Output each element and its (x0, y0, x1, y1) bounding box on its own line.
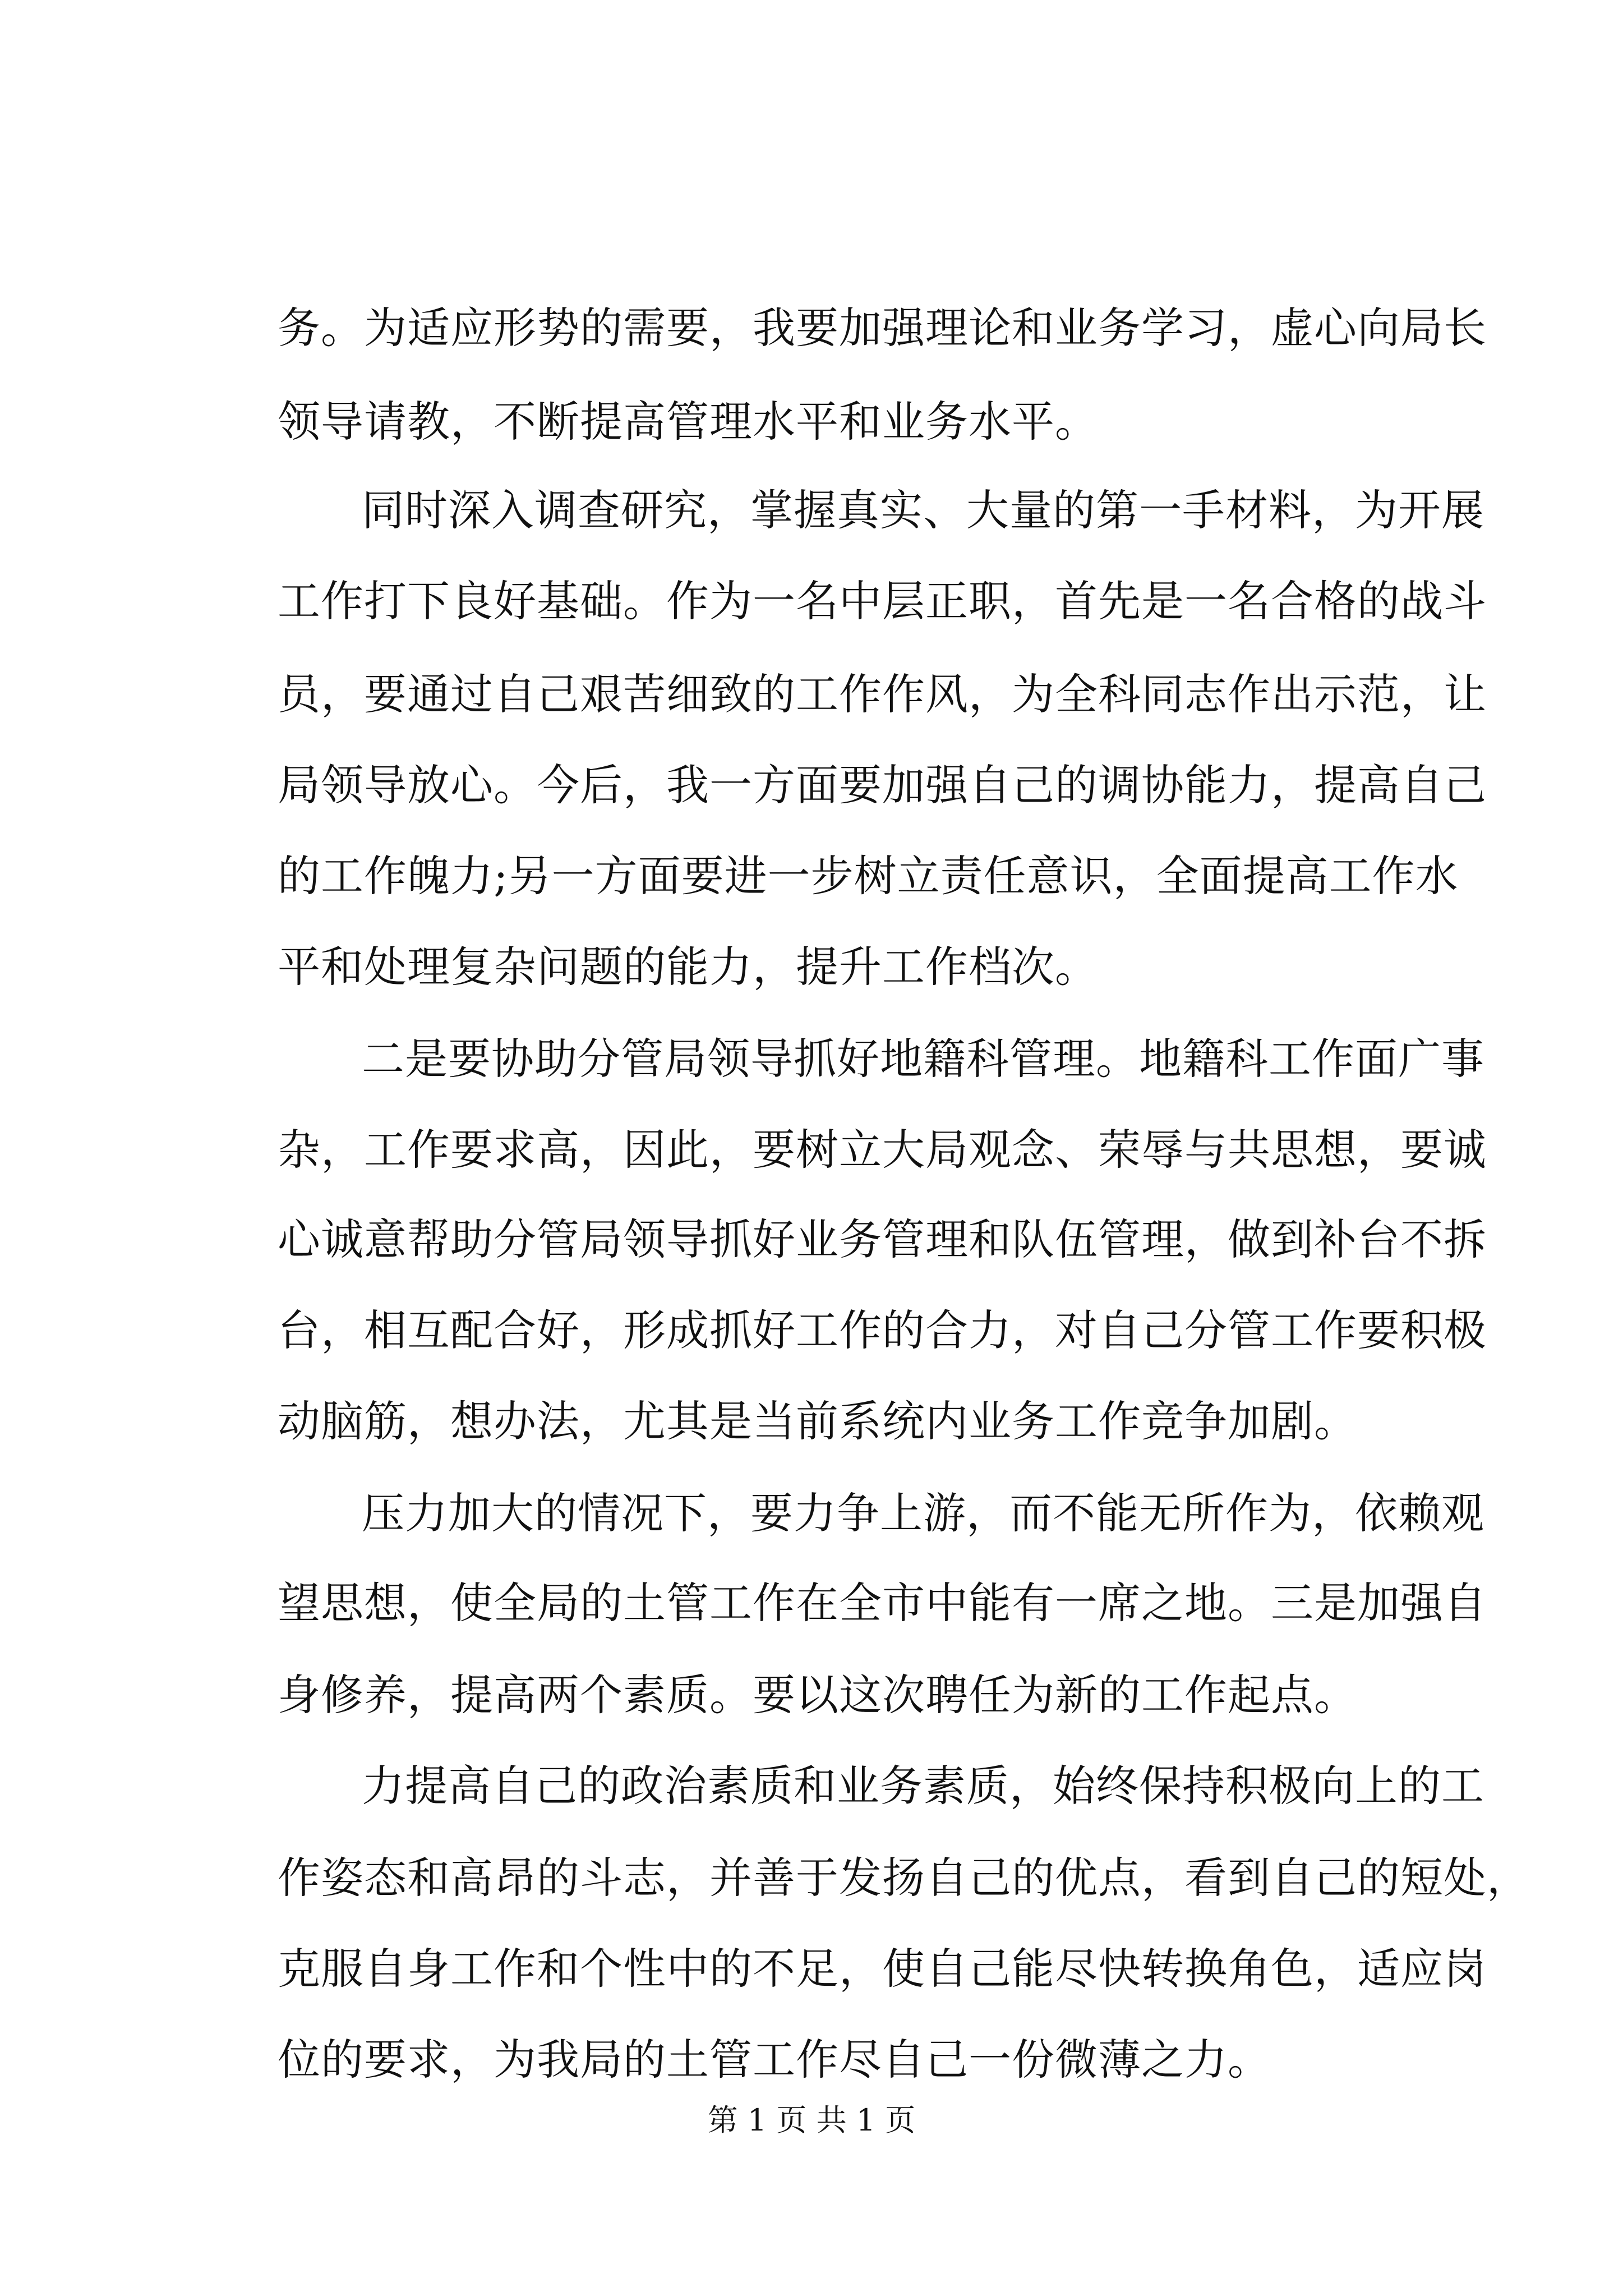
paragraph-2-line-4: 局领导放心。今后，我一方面要加强自己的调协能力，提高自己 (278, 760, 1487, 810)
paragraph-5-line-3: 克服自身工作和个性中的不足，使自己能尽快转换角色，适应岗 (278, 1944, 1487, 1994)
page-number-footer: 第 1 页 共 1 页 (707, 2102, 916, 2138)
paragraph-4-line-2: 望思想，使全局的土管工作在全市中能有一席之地。三是加强自 (278, 1578, 1487, 1628)
paragraph-3-line-1: 二是要协助分管局领导抓好地籍科管理。地籍科工作面广事 (362, 1034, 1484, 1084)
paragraph-4-line-1: 压力加大的情况下，要力争上游，而不能无所作为，依赖观 (362, 1488, 1484, 1538)
paragraph-3-line-2: 杂，工作要求高，因此，要树立大局观念、荣辱与共思想，要诚 (278, 1125, 1487, 1175)
paragraph-1-line-2: 领导请教，不断提高管理水平和业务水平。 (278, 397, 1098, 447)
paragraph-2-line-3: 员，要通过自己艰苦细致的工作作风，为全科同志作出示范，让 (278, 669, 1487, 719)
paragraph-2-line-2: 工作打下良好基础。作为一名中层正职，首先是一名合格的战斗 (278, 576, 1487, 626)
paragraph-2-line-5: 的工作魄力;另一方面要进一步树立责任意识，全面提高工作水 (278, 851, 1459, 901)
paragraph-3-line-5: 动脑筋，想办法，尤其是当前系统内业务工作竞争加剧。 (278, 1396, 1357, 1446)
paragraph-1-line-1: 务。为适应形势的需要，我要加强理论和业务学习，虚心向局长 (278, 303, 1487, 353)
paragraph-2-line-1: 同时深入调查研究，掌握真实、大量的第一手材料，为开展 (362, 485, 1484, 535)
paragraph-5-line-1: 力提高自己的政治素质和业务素质，始终保持积极向上的工 (362, 1761, 1484, 1811)
paragraph-4-line-3: 身修养，提高两个素质。要以这次聘任为新的工作起点。 (278, 1670, 1357, 1720)
paragraph-2-line-6: 平和处理复杂问题的能力，提升工作档次。 (278, 942, 1098, 992)
paragraph-3-line-3: 心诚意帮助分管局领导抓好业务管理和队伍管理，做到补台不拆 (278, 1214, 1487, 1264)
paragraph-5-line-4: 位的要求，为我局的土管工作尽自己一份微薄之力。 (278, 2035, 1271, 2085)
paragraph-3-line-4: 台，相互配合好，形成抓好工作的合力，对自己分管工作要积极 (278, 1305, 1487, 1355)
paragraph-5-line-2: 作姿态和高昂的斗志，并善于发扬自己的优点，看到自己的短处， (278, 1853, 1530, 1903)
